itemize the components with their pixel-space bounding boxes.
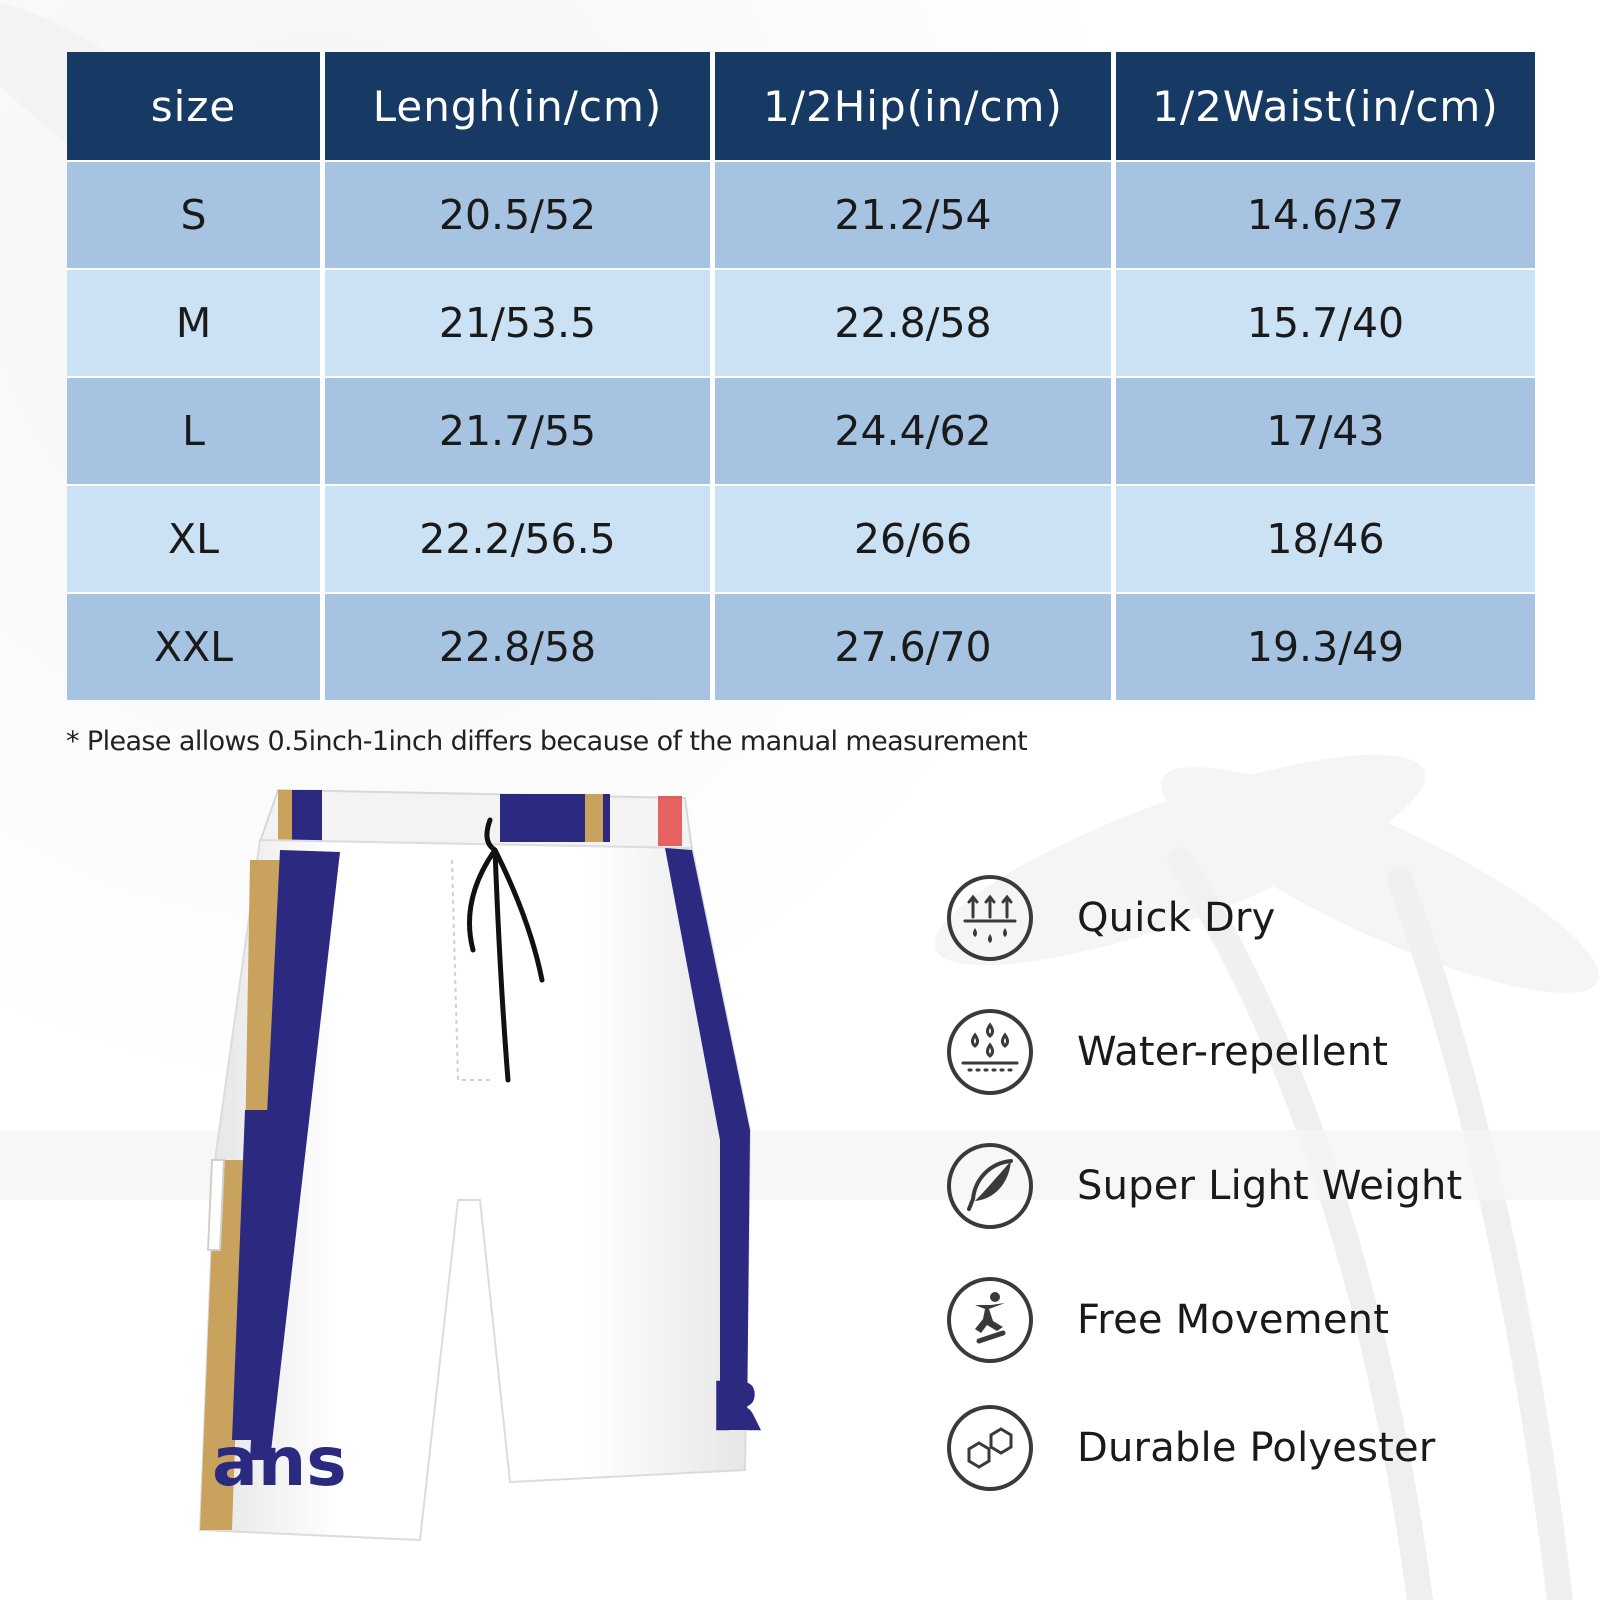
cell-half-waist: 19.3/49: [1116, 594, 1535, 700]
cell-half-waist: 14.6/37: [1116, 162, 1535, 270]
print-left-text: ans: [212, 1423, 347, 1502]
feature-label: Free Movement: [1077, 1297, 1390, 1343]
feature-label: Super Light Weight: [1077, 1163, 1463, 1209]
cell-length: 21.7/55: [325, 378, 715, 486]
water-repellent-icon: [945, 1007, 1035, 1097]
table-row: [67, 486, 1535, 594]
quick-dry-icon: [945, 873, 1035, 963]
table-row: [67, 162, 1535, 270]
cell-length: 21/53.5: [325, 270, 715, 378]
hexagon-molecule-icon: [945, 1403, 1035, 1493]
skater-icon: [945, 1275, 1035, 1365]
header-size: size: [67, 52, 325, 162]
cell-half-hip: 26/66: [715, 486, 1116, 594]
table-row: [67, 378, 1535, 486]
board-shorts-illustration: [190, 780, 780, 1570]
feature-water-repellent: [945, 1004, 1585, 1100]
cell-half-waist: 15.7/40: [1116, 270, 1535, 378]
cell-size: M: [67, 270, 325, 378]
cell-half-waist: 17/43: [1116, 378, 1535, 486]
cell-size: L: [67, 378, 325, 486]
header-half-hip: 1/2Hip(in/cm): [715, 52, 1116, 162]
size-chart-table: [67, 52, 1535, 700]
cell-half-hip: 21.2/54: [715, 162, 1116, 270]
header-half-waist: 1/2Waist(in/cm): [1116, 52, 1535, 162]
header-length: Lengh(in/cm): [325, 52, 715, 162]
table-row: [67, 594, 1535, 700]
table-row: [67, 270, 1535, 378]
feature-quick-dry: [945, 870, 1585, 966]
feature-durable-polyester: [945, 1400, 1585, 1496]
cell-length: 22.8/58: [325, 594, 715, 700]
feather-icon: [945, 1141, 1035, 1231]
table-header-row: [67, 52, 1535, 162]
feature-label: Quick Dry: [1077, 895, 1276, 941]
cell-size: S: [67, 162, 325, 270]
cell-half-waist: 18/46: [1116, 486, 1535, 594]
cell-length: 22.2/56.5: [325, 486, 715, 594]
cell-size: XL: [67, 486, 325, 594]
cell-size: XXL: [67, 594, 325, 700]
cell-half-hip: 27.6/70: [715, 594, 1116, 700]
cell-half-hip: 22.8/58: [715, 270, 1116, 378]
cell-length: 20.5/52: [325, 162, 715, 270]
feature-super-light-weight: [945, 1138, 1585, 1234]
feature-label: Durable Polyester: [1077, 1425, 1436, 1471]
cell-half-hip: 24.4/62: [715, 378, 1116, 486]
feature-label: Water-repellent: [1077, 1029, 1389, 1075]
feature-free-movement: [945, 1272, 1585, 1368]
print-right-text: R: [710, 1368, 763, 1447]
measurement-note: * Please allows 0.5inch-1inch differs because of the manual measurement: [66, 726, 1028, 757]
